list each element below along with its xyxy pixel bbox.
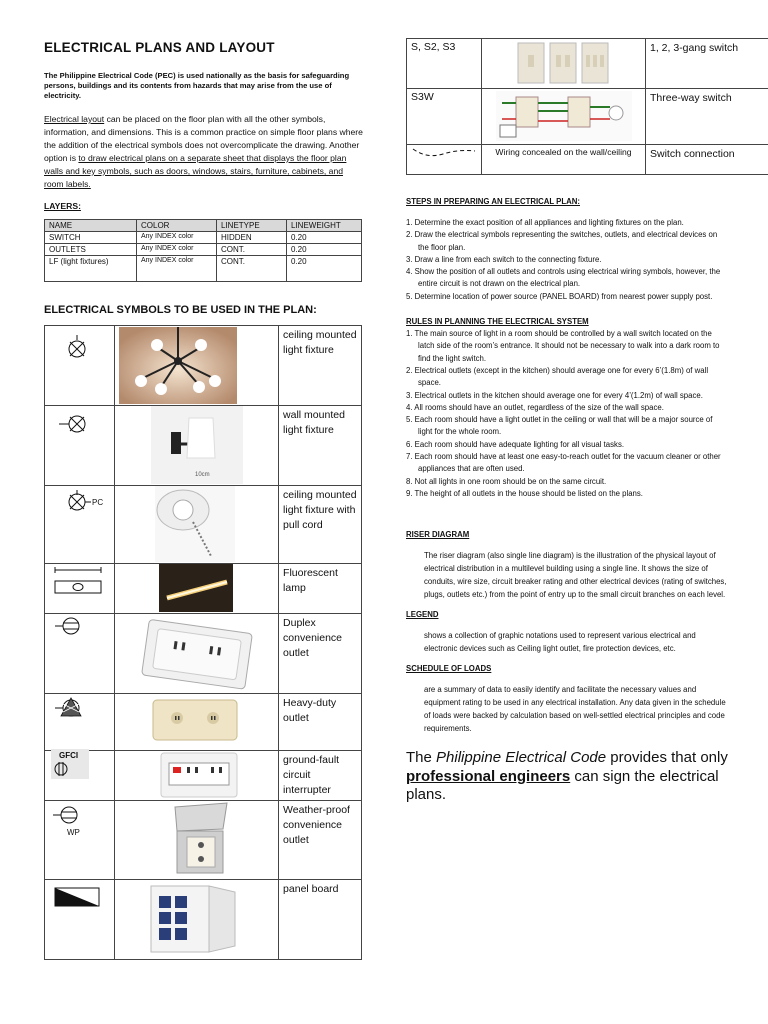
symbol-label: Heavy-duty outlet bbox=[279, 694, 362, 751]
fluorescent-lamp-photo-icon bbox=[115, 564, 278, 612]
left-column bbox=[44, 40, 364, 960]
table-row bbox=[45, 694, 362, 751]
table-row bbox=[45, 406, 362, 486]
pc-tag: PC bbox=[92, 498, 104, 507]
table-row bbox=[45, 486, 362, 564]
steps-list bbox=[406, 217, 728, 303]
switch-table bbox=[406, 38, 768, 175]
symbol-cell bbox=[45, 694, 115, 751]
table-cell: 0.20 bbox=[287, 244, 362, 256]
table-row bbox=[407, 39, 768, 89]
weatherproof-outlet-photo-icon bbox=[115, 801, 278, 878]
layers-col-header: COLOR bbox=[137, 220, 217, 232]
quote-part: provides that only bbox=[606, 749, 728, 767]
intro-paragraph: The Philippine Electrical Code (PEC) is used nationally as the basis for safeguarding persons, buildings and its contents from hazards that may arise from the use of electricity. bbox=[44, 71, 350, 100]
duplex-outlet-photo-icon bbox=[115, 614, 278, 692]
three-way-wiring-photo-icon bbox=[482, 89, 645, 143]
symbol-label: Fluorescent lamp bbox=[279, 564, 362, 614]
table-row bbox=[45, 244, 362, 256]
photo-cell bbox=[114, 801, 278, 880]
symbol-label: ground-fault circuit interrupter bbox=[279, 751, 362, 801]
symbol-cell bbox=[45, 751, 115, 801]
heavy-duty-outlet-symbol-icon bbox=[51, 696, 121, 726]
symbol-cell bbox=[45, 564, 115, 614]
symbols-heading: ELECTRICAL SYMBOLS TO BE USED IN THE PLAN: bbox=[44, 304, 317, 316]
table-cell: LF (light fixtures) bbox=[45, 256, 137, 282]
layers-col-header: NAME bbox=[45, 220, 137, 232]
switch-desc: 1, 2, 3-gang switch bbox=[646, 39, 768, 89]
table-cell: CONT. bbox=[217, 256, 287, 282]
table-cell: 0.20 bbox=[287, 232, 362, 244]
switch-symbol-label: S, S2, S3 bbox=[407, 39, 482, 89]
three-way-desc: Three-way switch bbox=[646, 89, 768, 145]
schedule-heading: SCHEDULE OF LOADS bbox=[406, 664, 492, 674]
list-item: 5. Each room should have a light outlet in the ceiling or wall that will be a major source of light for the whole room. bbox=[406, 415, 713, 437]
photo-cell bbox=[114, 751, 278, 801]
photo-cell bbox=[114, 564, 278, 614]
gfci-symbol-icon bbox=[51, 749, 121, 783]
photo-cell bbox=[114, 486, 278, 564]
list-item: 2. Draw the electrical symbols representing the switches, outlets, and electrical devices on the floor plan. bbox=[406, 230, 718, 252]
symbol-cell bbox=[45, 406, 115, 486]
photo-cell bbox=[114, 880, 278, 960]
three-way-symbol-label: S3W bbox=[407, 89, 482, 145]
riser-heading: RISER DIAGRAM bbox=[406, 530, 470, 540]
symbol-cell bbox=[45, 326, 115, 406]
table-row bbox=[45, 564, 362, 614]
dashed-wiring-symbol-icon bbox=[411, 147, 477, 161]
photo-cell bbox=[114, 326, 278, 406]
list-item: 7. Each room should have at least one easy-to-reach outlet for the vacuum cleaner or other appliances that are often used. bbox=[406, 452, 721, 474]
list-item: 3. Electrical outlets in the kitchen should average one for every 4’(1.2m) of wall space. bbox=[406, 390, 703, 400]
document-title: ELECTRICAL PLANS AND LAYOUT bbox=[44, 40, 275, 55]
layers-col-header: LINEWEIGHT bbox=[287, 220, 362, 232]
photo-cell bbox=[114, 694, 278, 751]
gfci-outlet-photo-icon bbox=[115, 751, 278, 799]
list-item: 9. The height of all outlets in the house should be listed on the plans. bbox=[406, 488, 643, 498]
symbol-label: ceiling mounted light fixture bbox=[279, 326, 362, 406]
layers-table bbox=[44, 219, 362, 282]
photo-cell bbox=[114, 614, 278, 694]
photo-caption: 10cm bbox=[194, 472, 210, 478]
symbol-cell bbox=[45, 486, 115, 564]
list-item: 4. Show the position of all outlets and controls using electrical wiring symbols, however, the entire circuit is not drawn on the electrical plan. bbox=[406, 267, 721, 289]
quote-part: The bbox=[406, 749, 437, 767]
table-cell: SWITCH bbox=[45, 232, 137, 244]
schedule-text: are a summary of data to easily identify and facilitate the necessary values and equipment rating to be used in any electrical installation. Any data given in the schedule of loads were backed by calculation based on well-settled electrical principles and code requirements. bbox=[424, 685, 726, 734]
steps-heading: STEPS IN PREPARING AN ELECTRICAL PLAN: bbox=[406, 197, 580, 206]
panel-board-symbol-icon bbox=[51, 884, 121, 914]
layout-term: Electrical layout bbox=[44, 114, 105, 124]
table-cell: Any INDEX color bbox=[137, 232, 217, 244]
table-row bbox=[45, 232, 362, 244]
symbol-label: ceiling mounted light fixture with pull cord bbox=[279, 486, 362, 564]
panel-board-photo-icon bbox=[115, 880, 278, 958]
list-item: 8. Not all lights in one room should be on the same circuit. bbox=[406, 476, 607, 486]
layers-col-header: LINETYPE bbox=[217, 220, 287, 232]
table-cell: OUTLETS bbox=[45, 244, 137, 256]
table-row bbox=[45, 751, 362, 801]
symbols-table bbox=[44, 325, 362, 960]
table-row bbox=[45, 801, 362, 880]
table-row bbox=[45, 880, 362, 960]
table-row bbox=[45, 256, 362, 282]
list-item: 1. Determine the exact position of all appliances and lighting fixtures on the plan. bbox=[406, 218, 684, 227]
symbol-label: wall mounted light fixture bbox=[279, 406, 362, 486]
wall-light-symbol-icon bbox=[51, 410, 121, 450]
symbol-cell bbox=[45, 614, 115, 694]
symbol-cell bbox=[45, 801, 115, 880]
layers-heading: LAYERS: bbox=[44, 201, 81, 211]
duplex-outlet-symbol-icon bbox=[51, 616, 121, 646]
list-item: 6. Each room should have adequate lighting for all visual tasks. bbox=[406, 439, 625, 449]
photo-cell bbox=[482, 39, 646, 89]
gfci-tag: GFCI bbox=[59, 751, 79, 760]
layers-header-row bbox=[45, 220, 362, 232]
list-item: 4. All rooms should have an outlet, regardless of the size of the wall space. bbox=[406, 402, 664, 412]
table-row bbox=[45, 326, 362, 406]
wall-lamp-photo-icon bbox=[115, 406, 278, 484]
pull-cord-socket-photo-icon bbox=[115, 486, 278, 562]
chandelier-photo-icon bbox=[119, 327, 282, 405]
fluorescent-symbol-icon bbox=[51, 566, 121, 610]
weatherproof-outlet-symbol-icon bbox=[51, 805, 121, 845]
table-cell: Any INDEX color bbox=[137, 244, 217, 256]
layout-link-text: to draw electrical plans on a separate sheet that displays the floor plan walls and key symbols, such as doors, windows, stairs, furniture, cabinets, and room labels. bbox=[44, 153, 347, 189]
switch-connection-desc: Switch connection bbox=[646, 145, 768, 175]
gang-switch-photo-icon bbox=[482, 39, 645, 87]
legend-text: shows a collection of graphic notations used to represent various electrical and electronic devices such as Ceiling light outlet, fire protection devices, etc. bbox=[424, 631, 696, 654]
table-cell: HIDDEN bbox=[217, 232, 287, 244]
wp-tag: WP bbox=[67, 828, 80, 837]
right-column bbox=[406, 38, 739, 805]
table-row bbox=[45, 614, 362, 694]
list-item: 3. Draw a line from each switch to the connecting fixture. bbox=[406, 254, 602, 264]
symbol-label: Duplex convenience outlet bbox=[279, 614, 362, 694]
wiring-symbol-cell bbox=[407, 145, 482, 175]
rules-list bbox=[406, 328, 728, 500]
pec-quote bbox=[406, 749, 728, 805]
list-item: 2. Electrical outlets (except in the kitchen) should average one for every 6’(1.8m) of wall space. bbox=[406, 365, 709, 388]
riser-text: The riser diagram (also single line diagram) is the illustration of the physical layout of electrical distribution in a multilevel building using a single line. It shows the size of conduits, wire size, circuit breaker rating and other electrical devices (rating of switches, plugs, outlets etc.) from the point of entry up to the small circuit branches on each level. bbox=[424, 551, 727, 600]
table-cell: 0.20 bbox=[287, 256, 362, 282]
photo-cell bbox=[482, 89, 646, 145]
table-cell: Any INDEX color bbox=[137, 256, 217, 282]
symbol-cell bbox=[45, 880, 115, 960]
table-cell: CONT. bbox=[217, 244, 287, 256]
table-row bbox=[407, 145, 768, 175]
quote-italic: Philippine Electrical Code bbox=[436, 749, 607, 767]
quote-bold: professional engineers bbox=[406, 767, 571, 785]
list-item: 1. The main source of light in a room should be controlled by a wall switch located on the latch side of the room’s entrance. It should not be necessary to walk into a dark room to find the light switch. bbox=[406, 329, 720, 363]
layout-text: can be placed on the floor plan with all the other symbols, information, and dimensions. This is a common practice on simple floor plans where the addition of the electrical symbols does not overcomplicate the drawing. Another option is bbox=[44, 114, 363, 163]
list-item: 5. Determine location of power source (PANEL BOARD) from nearest power supply post. bbox=[406, 291, 713, 301]
photo-cell bbox=[114, 406, 278, 486]
table-row bbox=[407, 89, 768, 145]
ceiling-light-symbol-icon bbox=[51, 332, 121, 372]
quote-part: can sign the electrical plans. bbox=[406, 767, 719, 804]
rules-heading: RULES IN PLANNING THE ELECTRICAL SYSTEM bbox=[406, 317, 589, 327]
layout-paragraph bbox=[44, 113, 364, 191]
legend-heading: LEGEND bbox=[406, 610, 439, 620]
wiring-note: Wiring concealed on the wall/ceiling bbox=[482, 145, 646, 175]
heavy-duty-outlet-photo-icon bbox=[115, 694, 278, 749]
symbol-label: Weather-proof convenience outlet bbox=[279, 801, 362, 880]
pull-cord-light-symbol-icon bbox=[51, 488, 121, 528]
symbol-label: panel board bbox=[279, 880, 362, 960]
